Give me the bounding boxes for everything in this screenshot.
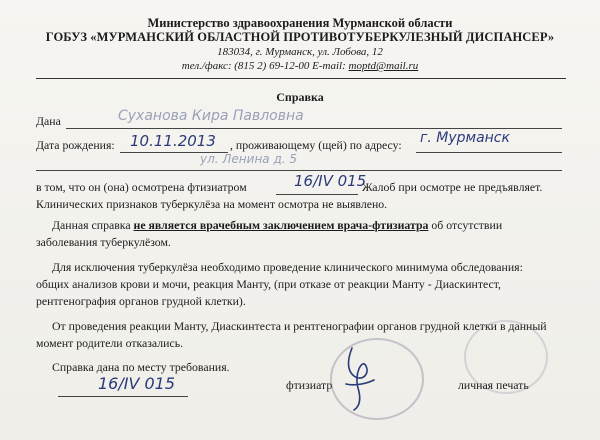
stamp-label: личная печать — [458, 378, 529, 392]
paragraph-3-line-2: момент родители отказались. — [36, 336, 184, 350]
institution-contacts — [0, 60, 600, 72]
paragraph-4: Справка дана по месту требования. — [52, 360, 230, 374]
document-title: Справка — [276, 90, 324, 104]
address-underline — [416, 152, 562, 153]
paragraph-2-line-2: общих анализов крови и мочи, реакция Манту, (при отказе от реакции Манту - Диаскинтест, — [36, 277, 501, 291]
address-value-line2: ул. Ленина д. 5 — [200, 152, 298, 166]
dob-value: 10.11.2013 — [130, 132, 216, 150]
no-signs-text: Клинических признаков туберкулёза на момент осмотра не выявлено. — [36, 197, 388, 211]
issue-date-underline — [58, 396, 188, 397]
exam-date: 16/IV 015 — [294, 172, 367, 190]
address-value: г. Мурманск — [420, 130, 510, 146]
issue-date: 16/IV 015 — [98, 374, 176, 393]
institution-name: ГОБУЗ «МУРМАНСКИЙ ОБЛАСТНОЙ ПРОТИВОТУБЕРКУЛЕЗНЫЙ ДИСПАНСЕР» — [45, 30, 555, 44]
p1-emphasis: не является врачебным заключением врача-фтизиатра — [133, 218, 429, 232]
doctor-signature — [340, 344, 380, 414]
dob-label: Дата рождения: — [36, 138, 115, 152]
address-underline-2 — [36, 170, 562, 171]
paragraph-2-line-1: Для исключения туберкулёза необходимо проведение клинического минимума обследования: — [52, 260, 523, 274]
examined-label: в том, что он (она) осмотрена фтизиатром — [36, 180, 247, 194]
institution-address: 183034, г. Мурманск, ул. Лобова, 12 — [217, 46, 383, 58]
paragraph-1-line-1 — [52, 218, 502, 233]
p1-end: об отсутствии — [428, 218, 503, 232]
issued-to-label: Дана — [36, 114, 61, 128]
paragraph-1-line-2: заболевания туберкулёзом. — [36, 235, 171, 249]
p1-start: Данная справка — [52, 218, 134, 232]
paragraph-2-line-3: рентгенография органов грудной клетки). — [36, 294, 246, 308]
issued-to-value: Суханова Кира Павловна — [118, 108, 304, 124]
residence-label: , проживающему (щей) по адресу: — [230, 138, 402, 152]
issued-to-underline — [66, 128, 562, 129]
ministry-line: Министерство здравоохранения Мурманской области — [147, 16, 453, 30]
header-divider — [36, 78, 566, 79]
email-link: moptd@mail.ru — [348, 60, 419, 72]
exam-date-underline — [276, 194, 358, 195]
contacts-prefix: тел./факс: (815 2) 69-12-00 E-mail: — [181, 60, 349, 72]
paragraph-3-line-1: От проведения реакции Манту, Диаскинтеста и рентгенографии органов грудной клетки в данный — [52, 319, 547, 333]
complaints-text: Жалоб при осмотре не предъявляет. — [362, 180, 543, 194]
doctor-label: фтизиатр — [286, 378, 333, 392]
